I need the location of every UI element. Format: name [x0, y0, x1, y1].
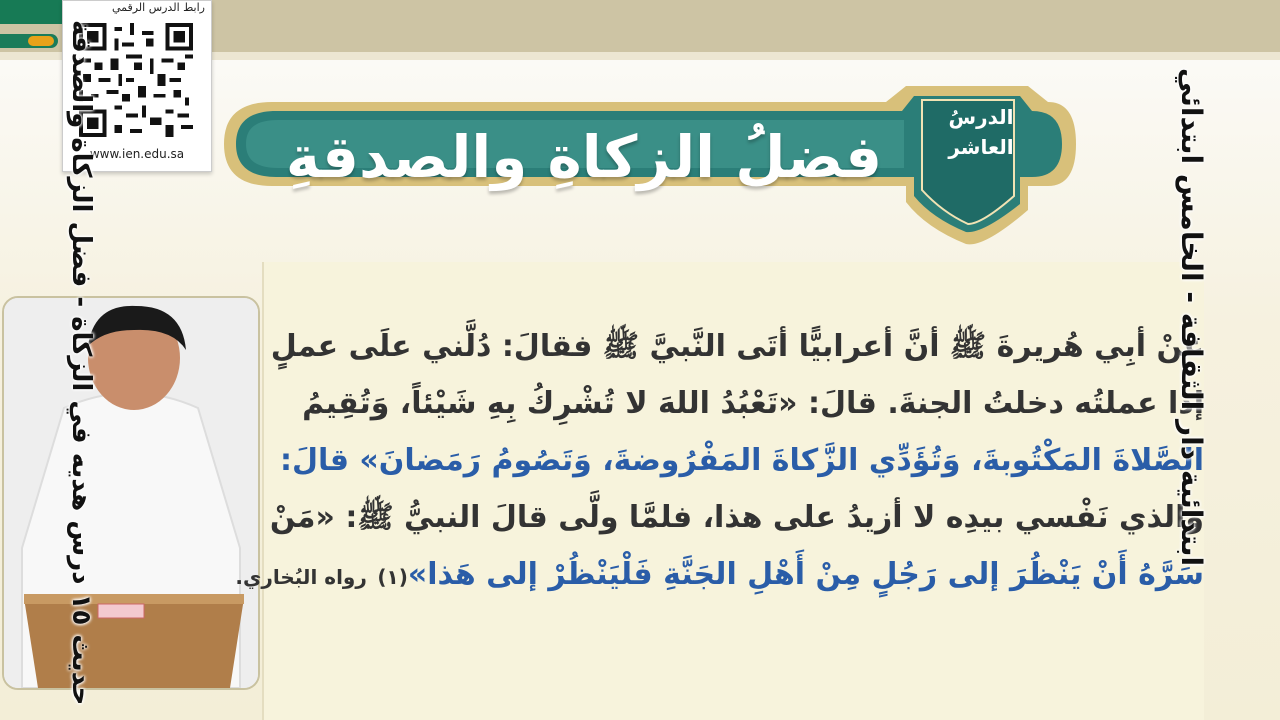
- hadith-source: رواه البُخاري.: [235, 565, 367, 589]
- qr-caption: رابط الدرس الرقمي: [111, 1, 205, 14]
- hadith-line: عنْ أبِي هُريرةَ ﷺ أنَّ أعرابيًّا أتَى النَّبيَّ ﷺ فقالَ: دُلَّني علَى عملٍ: [270, 329, 1204, 364]
- hadith-line: والذي نَفْسي بيدِه لا أزيدُ على هذا، فلمَّا ولَّى قالَ النبيُّ ﷺ: «مَنْ: [269, 500, 1204, 535]
- right-vertical-caption: ابتدائية دار الثقافة - الخامس ابتدائي: [1175, 68, 1208, 567]
- ien-logo: [0, 30, 62, 52]
- qr-url[interactable]: www.ien.edu.sa: [89, 147, 185, 161]
- left-vertical-caption: حديث ١٥ درس هديه في الزكاة - فضل الزكاة والصدقة: [66, 20, 96, 706]
- footnote-mark: (١): [377, 565, 408, 589]
- badge-number: العاشر: [948, 135, 1014, 159]
- hadith-text: [235, 318, 1204, 603]
- hadith-quote: سَرَّهُ أَنْ يَنْظُرَ إلى رَجُلٍ مِنْ أَهْلِ الجَنَّةِ فَلْيَنْظُرْ إلى هَذا»: [407, 557, 1204, 592]
- boy-photo: [2, 296, 260, 690]
- lesson-title-banner: [214, 78, 1086, 248]
- lesson-number-badge: [926, 102, 1036, 212]
- hadith-line: [268, 375, 1204, 432]
- hadith-line-text: إذا عملتُه دخلتُ الجنةَ. قالَ: «تَعْبُدُ اللهَ لا تُشْرِكُ بِهِ شَيْئاً، وَتُقِيمُ: [302, 386, 1204, 421]
- badge-label: الدرسُ: [948, 105, 1014, 129]
- qr-code-icon[interactable]: [79, 23, 193, 137]
- logo-yellow-shape: [28, 36, 54, 46]
- hadith-line-highlight: الصَّلاةَ المَكْتُوبةَ، وَتُؤَدِّي الزَّكاةَ المَفْرُوضةَ، وَتَصُومُ رَمَضانَ» قالَ:: [280, 443, 1204, 478]
- lesson-title: فضلُ الزكاةِ والصدقةِ: [285, 123, 883, 191]
- hadith-line: [235, 546, 1204, 603]
